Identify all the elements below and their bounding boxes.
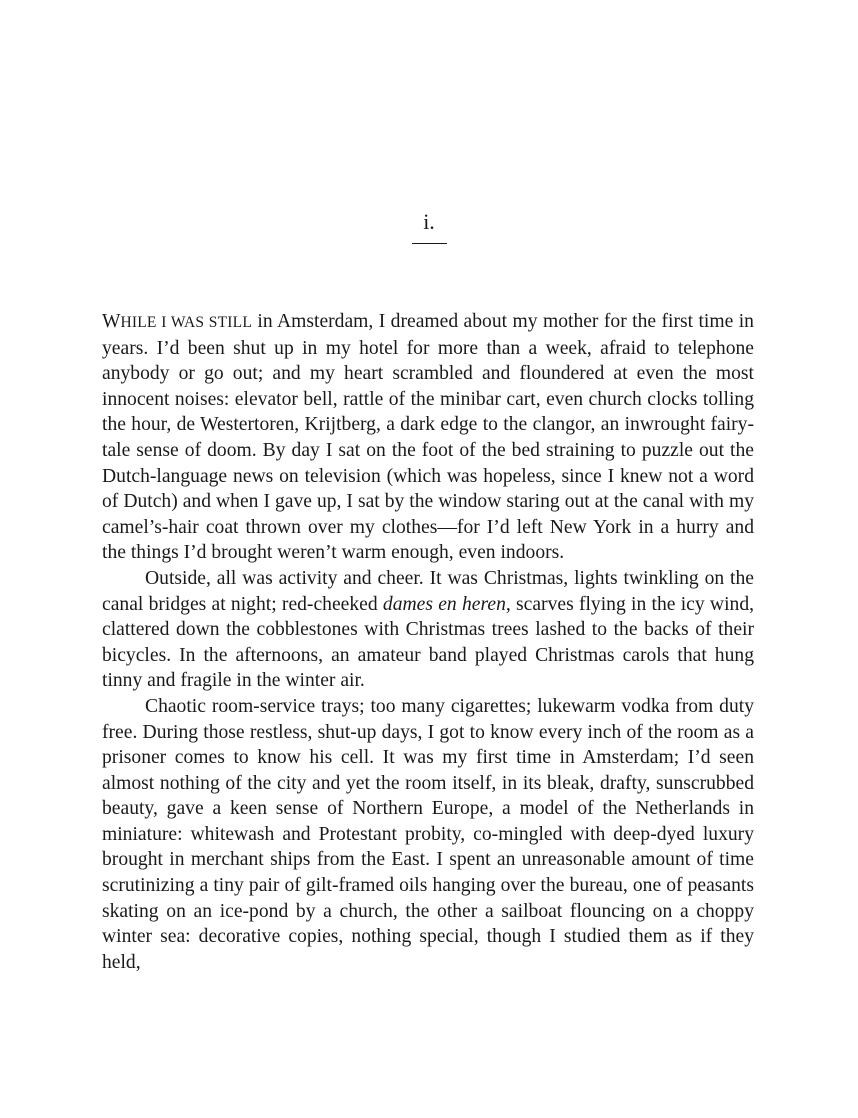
paragraph-2 [102,566,754,694]
body-text [102,309,754,975]
paragraph-1-text: in Amsterdam, I dreamed about my mother for the first time in years. I’d been shut up in my hotel for more than a week, afraid to telephone anybody or go out; and my heart scrambled and floundered at even the most innocent noises: elevator bell, rattle of the minibar cart, even church clocks tolling the hour, de Westertoren, Krijtberg, a dark edge to the clangor, an inwrought fairy-tale sense of doom. By day I sat on the foot of the bed straining to puzzle out the Dutch-language news on television (which was hopeless, since I knew not a word of Dutch) and when I gave up, I sat by the window staring out at the canal with my camel’s-hair coat thrown over my clothes—for I’d left New York in a hurry and the things I’d brought weren’t warm enough, even indoors. [102,311,754,564]
paragraph-3-text: Chaotic room-service trays; too many cigarettes; lukewarm vodka from duty free. During those restless, shut-up days, I got to know every inch of the room as a prisoner comes to know his cell. It was my first time in Amsterdam; I’d seen almost nothing of the city and yet the room itself, in its bleak, drafty, sunscrubbed beauty, gave a keen sense of Northern Europe, a model of the Netherlands in miniature: whitewash and Protestant probity, co-mingled with deep-dyed luxury brought in merchant ships from the East. I spent an unreasonable amount of time scrutinizing a tiny pair of gilt-framed oils hanging over the bureau, one of peasants skating on an ice-pond by a church, the other a sailboat flouncing on a choppy winter sea: decorative copies, nothing special, though I studied them as if they held, [102,695,754,973]
paragraph-3 [102,694,754,976]
paragraph-2-text-end: scarves flying in the icy wind, clattered down the cobblestones with Christmas trees lashed to the backs of their bicycles. In the afternoons, an amateur band played Christmas carols that hung tinny and fragile in the winter air. [102,593,755,692]
paragraph-2-italic: dames en heren, [382,593,511,615]
opening-smallcaps: HILE I WAS STILL [120,314,252,331]
paragraph-2-text-start: Outside, all was activity and cheer. It was Christmas, lights twinkling on the canal bridges at night; red-cheeked [102,567,754,615]
chapter-number: i. [412,207,447,244]
chapter-heading [0,207,858,244]
paragraph-1 [102,309,754,566]
opening-initial: W [102,311,121,332]
